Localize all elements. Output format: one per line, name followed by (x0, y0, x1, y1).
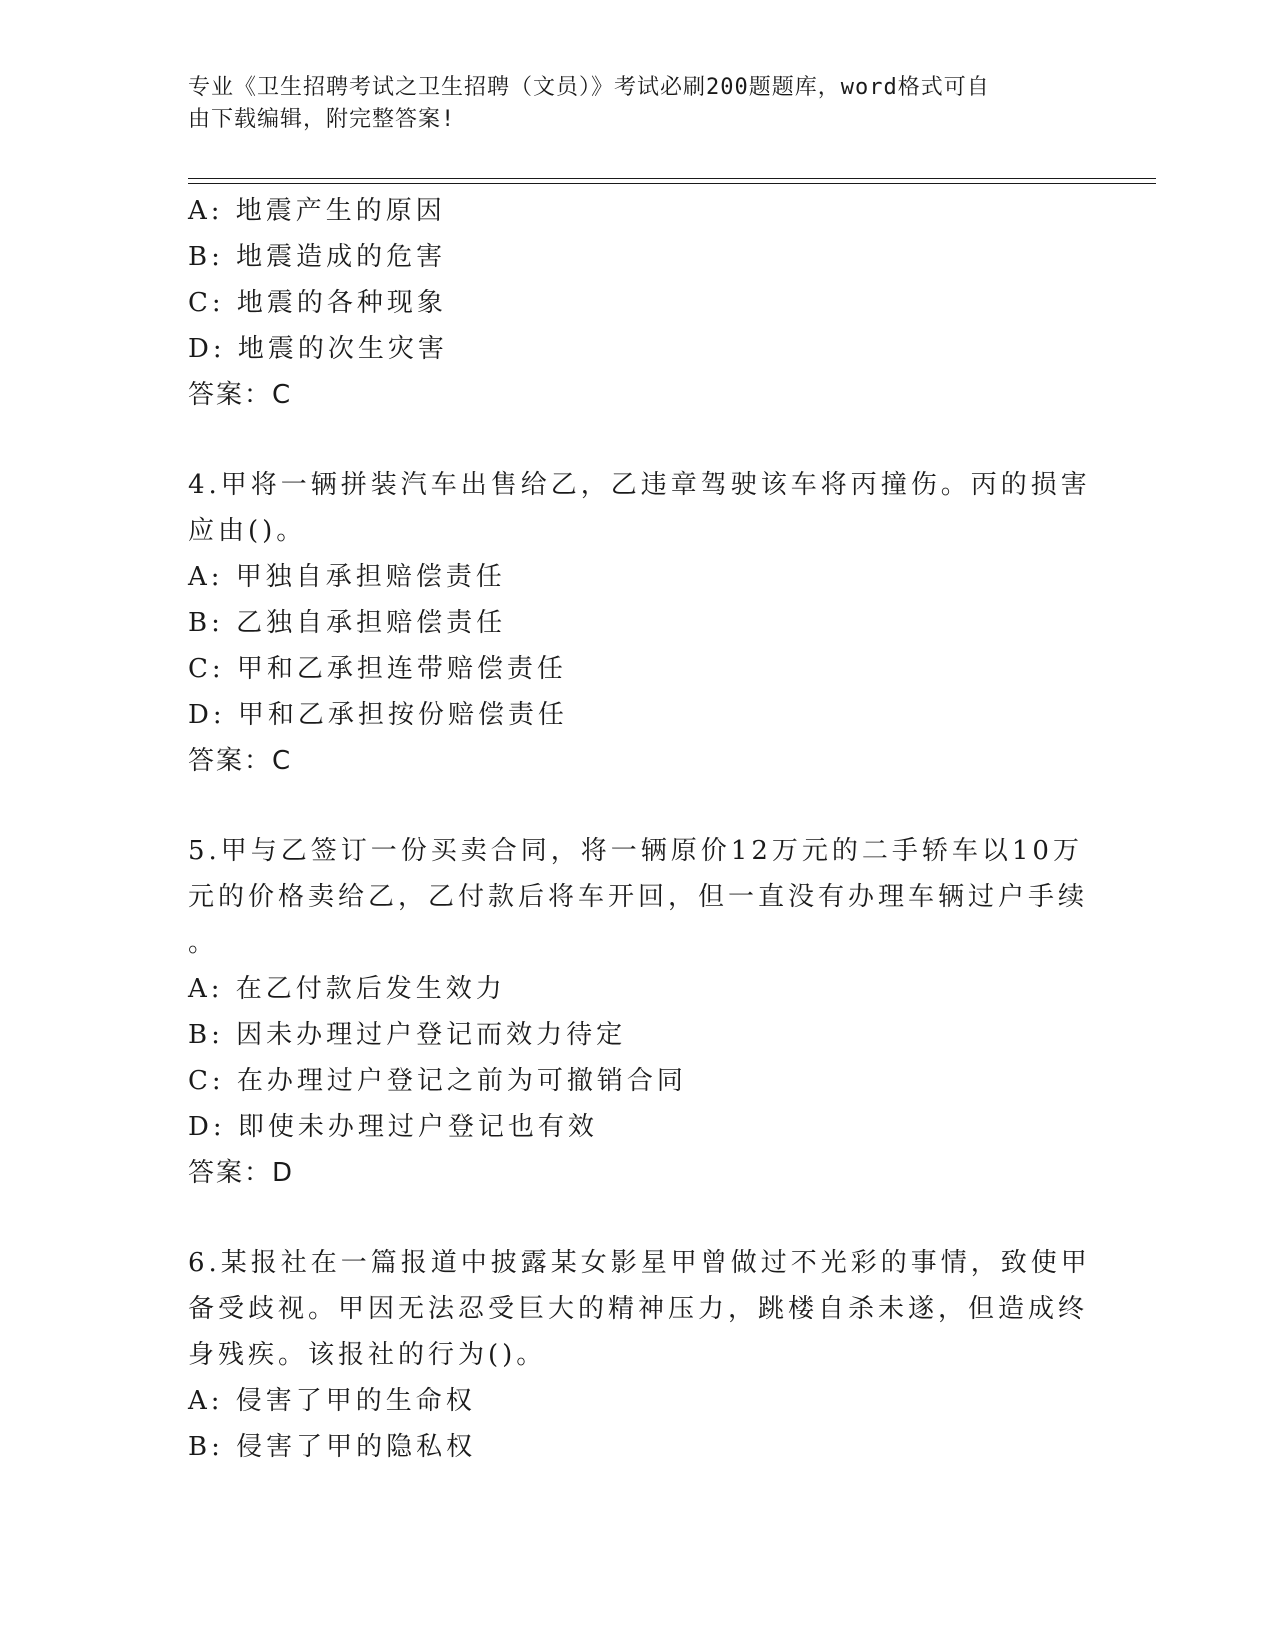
question-3 (188, 188, 1088, 418)
answer-label: 答案：D (188, 1158, 295, 1188)
question-text-line: 身残疾。该报社的行为()。 (188, 1340, 547, 1370)
question-5 (188, 828, 1088, 1196)
option-d: D: 即使未办理过户登记也有效 (188, 1112, 598, 1142)
question-text-line: 应由()。 (188, 516, 307, 546)
option-b: B: 地震造成的危害 (188, 242, 447, 272)
question-list (188, 188, 1091, 1470)
spacer (188, 1196, 1088, 1240)
header-divider-bottom (188, 183, 1156, 184)
document-header (188, 72, 1068, 136)
question-text-line: 5.甲与乙签订一份买卖合同，将一辆原价12万元的二手轿车以10万 (188, 836, 1083, 866)
spacer (188, 418, 1088, 462)
option-c: C: 在办理过户登记之前为可撤销合同 (188, 1066, 687, 1096)
option-a: A: 甲独自承担赔偿责任 (188, 562, 506, 592)
option-a: A: 侵害了甲的生命权 (188, 1386, 476, 1416)
option-c: C: 地震的各种现象 (188, 288, 447, 318)
answer-label: 答案：C (188, 746, 293, 776)
option-b: B: 乙独自承担赔偿责任 (188, 608, 507, 638)
answer-label: 答案：C (188, 380, 293, 410)
spacer (188, 784, 1088, 828)
question-4 (188, 462, 1091, 784)
question-text-line: 。 (188, 928, 219, 958)
question-text-line: 4.甲将一辆拼装汽车出售给乙，乙违章驾驶该车将丙撞伤。丙的损害 (188, 470, 1091, 500)
option-c: C: 甲和乙承担连带赔偿责任 (188, 654, 567, 684)
header-line-1: 专业《卫生招聘考试之卫生招聘（文员）》考试必刷200题题库，word格式可自 (188, 75, 990, 100)
option-d: D: 地震的次生灾害 (188, 334, 448, 364)
option-a: A: 地震产生的原因 (188, 196, 446, 226)
option-b: B: 因未办理过户登记而效力待定 (188, 1020, 627, 1050)
header-line-2: 由下载编辑，附完整答案! (188, 107, 456, 132)
option-a: A: 在乙付款后发生效力 (188, 974, 506, 1004)
question-text-line: 备受歧视。甲因无法忍受巨大的精神压力，跳楼自杀未遂，但造成终 (188, 1294, 1089, 1324)
option-d: D: 甲和乙承担按份赔偿责任 (188, 700, 568, 730)
question-6 (188, 1240, 1091, 1470)
header-divider-top (188, 178, 1156, 179)
option-b: B: 侵害了甲的隐私权 (188, 1432, 477, 1462)
question-text-line: 6.某报社在一篇报道中披露某女影星甲曾做过不光彩的事情，致使甲 (188, 1248, 1091, 1278)
question-text-line: 元的价格卖给乙，乙付款后将车开回，但一直没有办理车辆过户手续 (188, 882, 1089, 912)
